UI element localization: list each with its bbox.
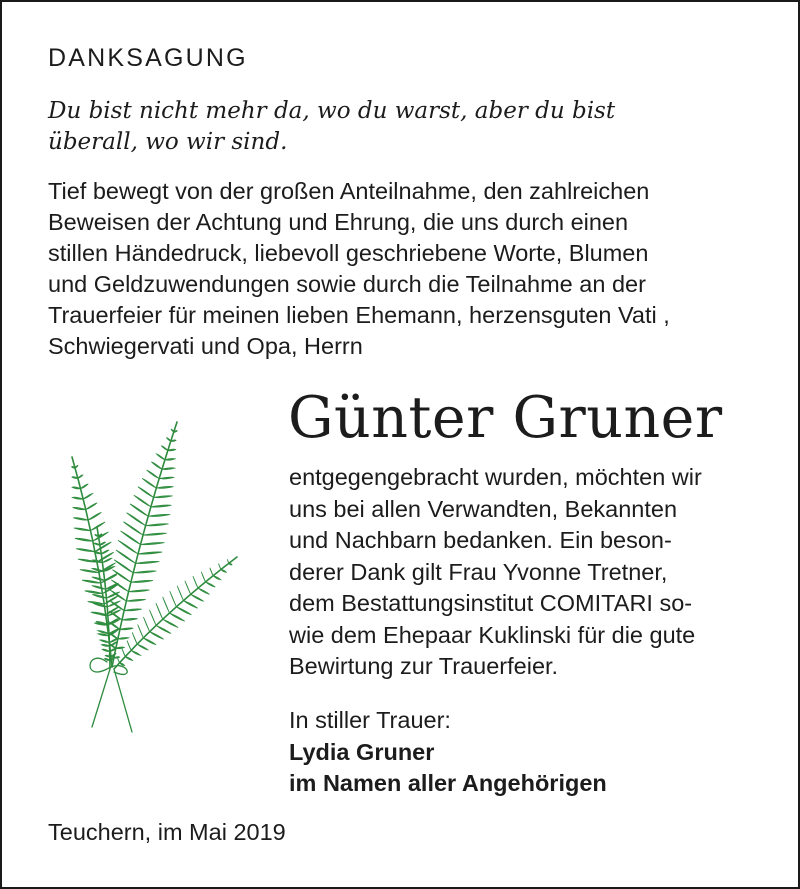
intro-line: Schwiegervati und Opa, Herrn — [48, 333, 363, 359]
intro-line: und Geldzuwendungen sowie durch die Teilnahme an der — [48, 271, 646, 297]
intro-line: Trauerfeier für meinen lieben Ehemann, herzensguten Vati , — [48, 302, 670, 328]
quote-line: Du bist nicht mehr da, wo du warst, aber du bist — [48, 98, 616, 124]
signature-block — [289, 705, 759, 800]
thanks-paragraph — [289, 462, 759, 683]
thanks-line: Bewirtung zur Trauerfeier. — [289, 653, 559, 679]
fern-icon — [52, 407, 262, 742]
quote — [48, 96, 748, 158]
thanks-line: entgegengebracht wurden, möchten wir — [289, 464, 702, 490]
intro-line: stillen Händedruck, liebevoll geschriebene Worte, Blumen — [48, 240, 649, 266]
thanks-line: und Nachbarn bedanken. Ein beson- — [289, 527, 672, 553]
place-date: Teuchern, im Mai 2019 — [48, 819, 286, 845]
signature-family: im Namen aller Angehörigen — [289, 770, 607, 796]
heading: DANKSAGUNG — [48, 44, 248, 72]
intro-line: Beweisen der Achtung und Ehrung, die uns durch einen — [48, 209, 629, 235]
intro-paragraph — [48, 176, 788, 362]
thanks-line: wie dem Ehepaar Kuklinski für die gute — [289, 621, 696, 648]
signature-name: Lydia Gruner — [289, 738, 435, 765]
thanks-line: derer Dank gilt Frau Yvonne Tretner, — [289, 558, 668, 585]
quote-line: überall, wo wir sind. — [48, 129, 288, 155]
deceased-name: Günter Gruner — [288, 385, 723, 451]
intro-line: Tief bewegt von der großen Anteilnahme, den zahlreichen — [48, 178, 650, 204]
thanks-line: uns bei allen Verwandten, Bekannten — [289, 495, 678, 522]
signature-intro: In stiller Trauer: — [289, 707, 451, 733]
thanks-line: dem Bestattungsinstitut COMITARI so- — [289, 590, 693, 616]
